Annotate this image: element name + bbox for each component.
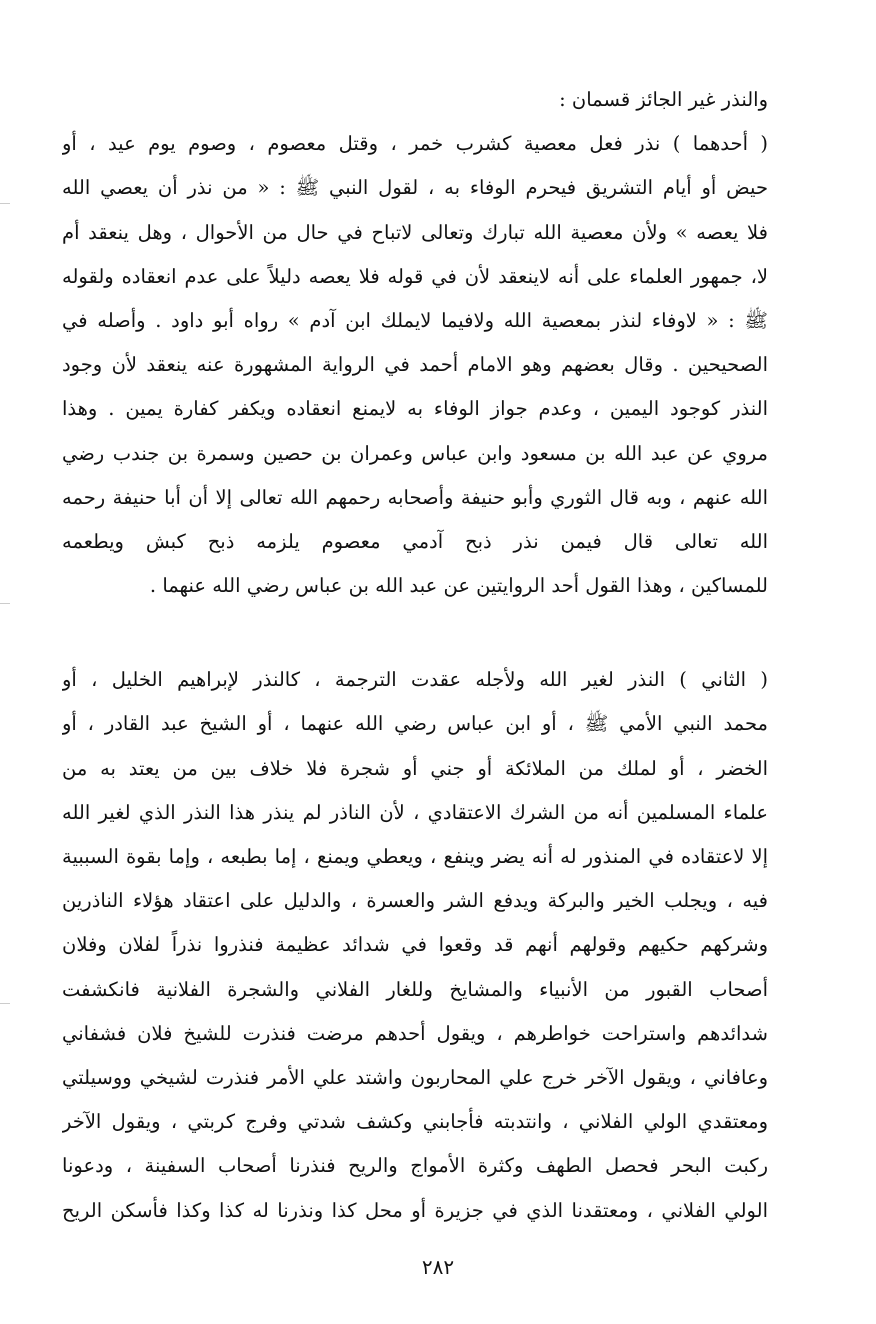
text-line: الصحيحين . وقال بعضهم وهو الامام أحمد في الرواية المشهورة عنه ينعقد لأن وجود (62, 353, 768, 377)
text-line: الله عنهم ، وبه قال الثوري وأبو حنيفة وأصحابه رحمهم الله تعالى إلا أن أبا حنيفة رحمه (62, 485, 768, 509)
text-line: وعافاني ، ويقول الآخر خرج علي المحاربون واشتد علي الأمر فنذرت لشيخي ووسيلتي (62, 1065, 768, 1089)
text-line: النذر كوجود اليمين ، وعدم جواز الوفاء به لايمنع انعقاده ويكفر كفارة يمين . وهذا (62, 397, 768, 421)
text-line: ومعتقدي الولي الفلاني ، وانتدبته فأجابني وكشف شدتي وفرج كربتي ، ويقول الآخر (62, 1110, 768, 1134)
text-line: حيض أو أيام التشريق فيحرم الوفاء به ، لقول النبي ﷺ : « من نذر أن يعصي الله (62, 176, 768, 200)
paragraph-first-type (62, 122, 768, 608)
page-number: ٢٨٢ (421, 1255, 455, 1279)
text-line: فلا يعصه » ولأن معصية الله تبارك وتعالى لاتباح في حال من الأحوال ، وهل ينعقد أم (62, 220, 768, 244)
text-line: فيه ، ويجلب الخير والبركة ويدفع الشر والعسرة ، والدليل على اعتقاد هؤلاء الناذرين (62, 889, 768, 913)
text-line: مروي عن عبد الله بن مسعود وابن عباس وعمران بن حصين وسمرة بن جندب رضي (62, 441, 768, 465)
text-line: أصحاب القبور من الأنبياء والمشايخ وللغار الفلاني والشجرة الفلانية فانكشفت (62, 977, 768, 1001)
text-line: ( الثاني ) النذر لغير الله ولأجله عقدت الترجمة ، كالنذر لإبراهيم الخليل ، أو (62, 668, 768, 692)
scan-edge-mark (0, 203, 10, 204)
scan-edge-mark (0, 1003, 10, 1004)
text-line: محمد النبي الأمي ﷺ ، أو ابن عباس رضي الله عنهما ، أو الشيخ عبد القادر ، أو (62, 712, 768, 736)
paragraph-second-type (62, 658, 768, 1232)
text-line: ﷺ : « لاوفاء لنذر بمعصية الله ولافيما لايملك ابن آدم » رواه أبو داود . وأصله في (62, 308, 768, 332)
text-line: الولي الفلاني ، ومعتقدنا الذي في جزيرة أو محل كذا ونذرنا له كذا وكذا فأسكن الريح (62, 1198, 768, 1222)
text-line: شدائدهم واستراحت خواطرهم ، ويقول أحدهم مرضت فنذرت للشيخ فلان فشفاني (62, 1021, 768, 1045)
text-line: إلا لاعتقاده في المنذور له أنه يضر وينفع ، ويعطي ويمنع ، إما بطبعه ، وإما بقوة السببية (62, 845, 768, 868)
section-heading: والنذر غير الجائز قسمان : (559, 88, 768, 111)
text-line: ( أحدهما ) نذر فعل معصية كشرب خمر ، وقتل معصوم ، وصوم يوم عيد ، أو (62, 132, 768, 156)
scan-edge-mark (0, 603, 10, 604)
text-line: لا، جمهور العلماء على أنه لاينعقد لأن في قوله فلا يعصه دليلاً على عدم انعقاده ولقوله (62, 264, 768, 288)
text-line: للمساكين ، وهذا القول أحد الروايتين عن عبد الله بن عباس رضي الله عنهما . (149, 574, 768, 598)
text-line: علماء المسلمين أنه من الشرك الاعتقادي ، لأن الناذر لم ينذر هذا النذر الذي لغير الله (62, 800, 768, 824)
paragraph-gap (62, 608, 768, 658)
text-line: ركبت البحر فحصل الطهف وكثرة الأمواج والريح فنذرنا أصحاب السفينة ، ودعونا (62, 1154, 768, 1178)
text-line: الله تعالى قال فيمن نذر ذبح آدمي معصوم يلزمه ذبح كبش ويطعمه (62, 529, 768, 553)
page-body (62, 78, 768, 1233)
text-line: وشركهم حكيهم وقولهم أنهم قد وقعوا في شدائد عظيمة فنذروا نذراً لفلان وفلان (62, 933, 768, 957)
text-line: الخضر ، أو لملك من الملائكة أو جني أو شجرة فلا خلاف بين من يعتد به من (62, 756, 768, 780)
